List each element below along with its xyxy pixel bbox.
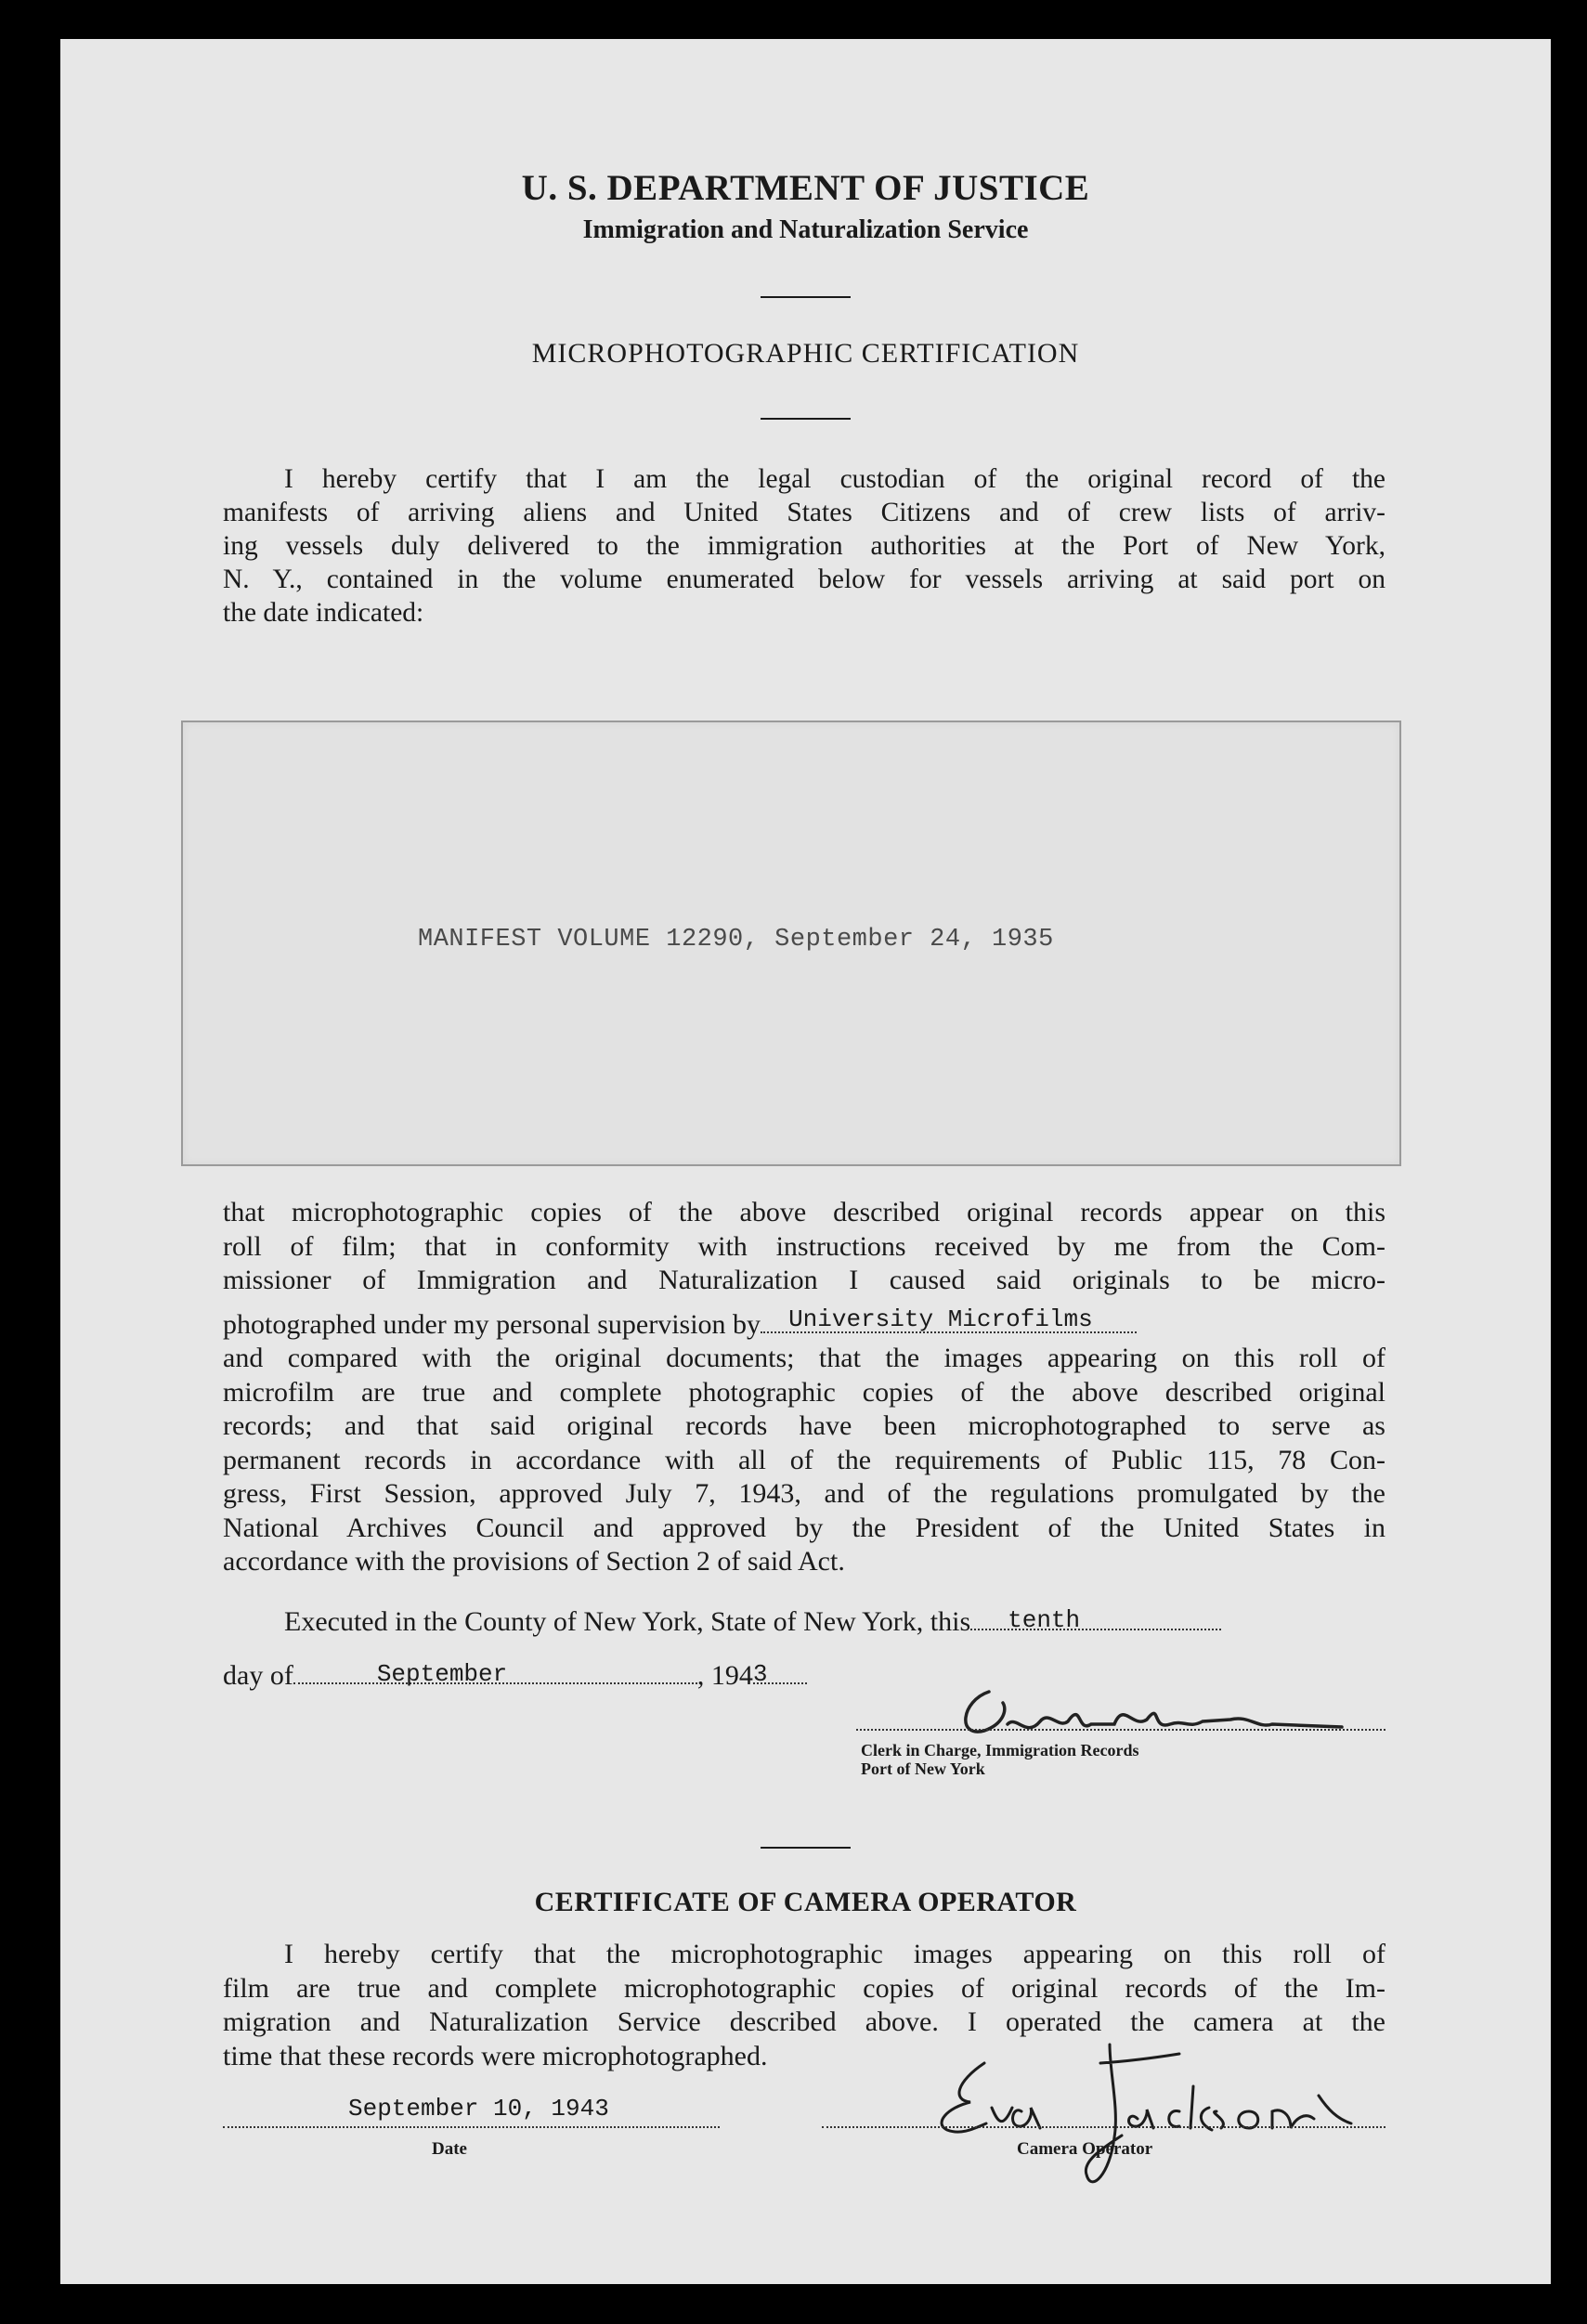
supervisor-value: University Microfilms [788, 1305, 1093, 1333]
manifest-volume-text: MANIFEST VOLUME 12290, September 24, 1935 [418, 926, 1054, 954]
department-heading: U. S. DEPARTMENT OF JUSTICE [521, 168, 1090, 208]
paragraph-line: gress, First Session, approved July 7, 1943, and of the regulations promulgated by the [223, 1478, 1385, 1509]
paragraph-line: I hereby certify that the microphotographic images appearing on this roll of [284, 1939, 1385, 1969]
paragraph-line: missioner of Immigration and Naturalization I caused said originals to be micro- [223, 1265, 1385, 1295]
divider-rule [761, 418, 851, 420]
clerk-signature [952, 1673, 1360, 1747]
certification-paragraph [223, 462, 1385, 630]
operator-signature-line [822, 2126, 1385, 2128]
day-of-line [223, 1660, 807, 1692]
execution-text: Executed in the County of New York, State of New York, this [284, 1606, 971, 1637]
month-value: September [376, 1660, 508, 1688]
paragraph-line: ing vessels duly delivered to the immigration authorities at the Port of New York, [223, 531, 1385, 561]
date-value: September 10, 1943 [348, 2095, 609, 2123]
paragraph-line: time that these records were microphotographed. [223, 2040, 768, 2071]
paragraph-line: I hereby certify that I am the legal custodian of the original record of the [284, 464, 1385, 494]
camera-certificate-title: CERTIFICATE OF CAMERA OPERATOR [534, 1887, 1077, 1917]
operator-label: Camera Operator [1017, 2139, 1153, 2159]
supervision-line [223, 1307, 1385, 1343]
date-line [223, 2126, 720, 2128]
clerk-title-block [861, 1741, 1138, 1778]
year-prefix: , 194 [696, 1660, 753, 1691]
date-label: Date [432, 2139, 467, 2159]
form-title: MICROPHOTOGRAPHIC CERTIFICATION [531, 338, 1080, 369]
paragraph-line: N. Y., contained in the volume enumerated below for vessels arriving at said port on [223, 565, 1385, 594]
divider-rule [761, 296, 851, 298]
paragraph-line: accordance with the provisions of Section 2 of said Act. [223, 1546, 845, 1577]
divider-rule [761, 1847, 851, 1849]
body-paragraph [223, 1196, 1385, 1579]
paragraph-line: National Archives Council and approved by the President of the United States in [223, 1512, 1385, 1543]
paragraph-line: migration and Naturalization Service described above. I operated the camera at the [223, 2006, 1385, 2037]
clerk-title: Clerk in Charge, Immigration Records [861, 1741, 1139, 1759]
paragraph-line: manifests of arriving aliens and United States Citizens and of crew lists of arriv- [223, 498, 1385, 527]
paragraph-line: and compared with the original documents; that the images appearing on this roll of [223, 1343, 1385, 1373]
clerk-signature-line [856, 1729, 1385, 1731]
paragraph-line: roll of film; that in conformity with instructions received by me from the Com- [223, 1230, 1385, 1262]
day-field [970, 1606, 1221, 1634]
paragraph-line: microfilm are true and complete photographic copies of the above described original [223, 1376, 1385, 1408]
paragraph-line: permanent records in accordance with all of the requirements of Public 115, 78 Con- [223, 1444, 1385, 1475]
year-digit: 3 [752, 1660, 768, 1688]
paragraph-line: film are true and complete microphotographic copies of original records of the Im- [223, 1972, 1385, 2004]
paragraph-line: that microphotographic copies of the above described original records appear on this [223, 1197, 1385, 1227]
supervision-prefix: photographed under my personal supervision by [223, 1308, 761, 1340]
paragraph-line: records; and that said original records have been microphotographed to serve as [223, 1410, 1385, 1441]
execution-line [284, 1606, 1221, 1638]
year-field [752, 1660, 807, 1688]
paragraph-line: the date indicated: [223, 598, 424, 628]
clerk-port: Port of New York [861, 1759, 985, 1778]
supervisor-field [761, 1307, 1137, 1333]
day-value: tenth [1008, 1606, 1081, 1634]
operator-signature [882, 2035, 1365, 2202]
certificate-sheet [60, 39, 1551, 2284]
service-subheading: Immigration and Naturalization Service [582, 215, 1029, 244]
day-of-label: day of [223, 1660, 293, 1691]
month-field [293, 1660, 697, 1688]
